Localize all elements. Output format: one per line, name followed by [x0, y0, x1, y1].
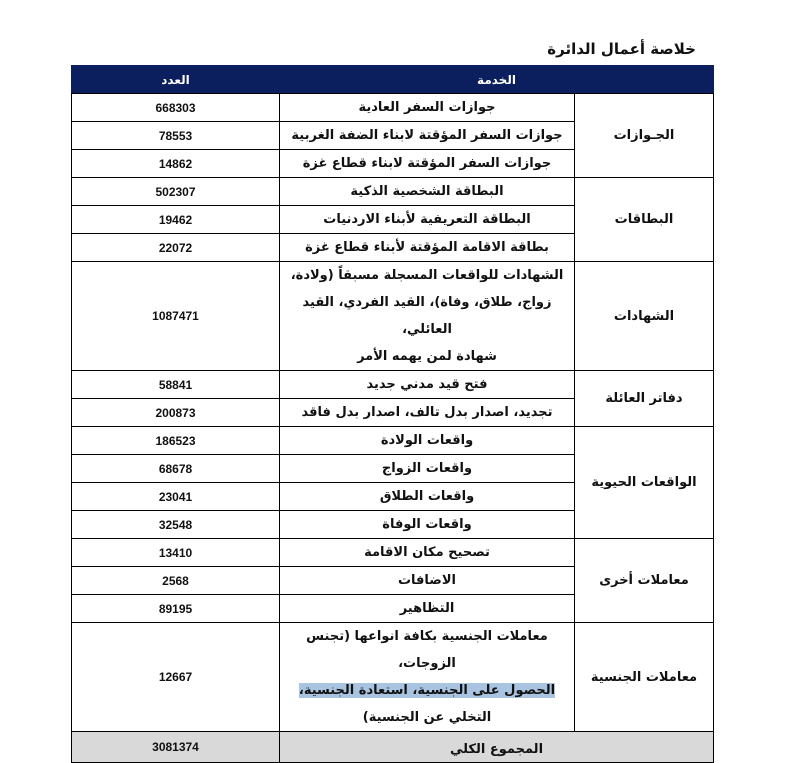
count-cell: 1087471 [72, 262, 280, 371]
total-label: المجموع الكلي [280, 732, 714, 763]
count-cell: 68678 [72, 455, 280, 483]
service-cell: جوازات السفر المؤقتة لابناء الضفة الغربية [280, 122, 575, 150]
count-cell: 186523 [72, 427, 280, 455]
table-row [72, 623, 714, 732]
count-cell: 668303 [72, 94, 280, 122]
service-cell: جوازات السفر المؤقتة لابناء قطاع غزة [280, 150, 575, 178]
service-cell: جوازات السفر العادية [280, 94, 575, 122]
service-cell [280, 262, 575, 371]
category-cell: معاملات الجنسية [575, 623, 714, 732]
service-cell: التظاهير [280, 595, 575, 623]
count-cell: 89195 [72, 595, 280, 623]
count-cell: 12667 [72, 623, 280, 732]
count-cell: 200873 [72, 399, 280, 427]
summary-table [71, 65, 714, 763]
service-cell: تصحيح مكان الاقامة [280, 539, 575, 567]
service-cell: فتح قيد مدني جديد [280, 371, 575, 399]
category-cell: الشهادات [575, 262, 714, 371]
service-line-text: الشهادات للواقعات المسجلة مسبقاً (ولادة، [290, 268, 564, 283]
category-cell: البطاقات [575, 178, 714, 262]
service-cell: الاضافات [280, 567, 575, 595]
count-cell: 78553 [72, 122, 280, 150]
table-row [72, 178, 714, 206]
service-cell: واقعات الولادة [280, 427, 575, 455]
column-header-count: العدد [72, 66, 280, 94]
count-cell: 22072 [72, 234, 280, 262]
count-cell: 23041 [72, 483, 280, 511]
service-line-text: معاملات الجنسية بكافة انواعها (تجنس الزوجات، [306, 629, 548, 671]
service-cell [280, 623, 575, 732]
table-row [72, 94, 714, 122]
count-cell: 13410 [72, 539, 280, 567]
table-row [72, 539, 714, 567]
service-line-text: شهادة لمن يهمه الأمر [357, 349, 497, 364]
service-line [286, 262, 568, 289]
count-cell: 14862 [72, 150, 280, 178]
count-cell: 2568 [72, 567, 280, 595]
service-line-text: التخلي عن الجنسية) [362, 710, 492, 725]
service-line [286, 343, 568, 370]
table-row [72, 427, 714, 455]
count-cell: 502307 [72, 178, 280, 206]
table-row [72, 371, 714, 399]
service-cell: واقعات الوفاة [280, 511, 575, 539]
category-cell: دفاتر العائلة [575, 371, 714, 427]
service-cell: بطاقة الاقامة المؤقتة لأبناء قطاع غزة [280, 234, 575, 262]
count-cell: 58841 [72, 371, 280, 399]
service-cell: البطاقة الشخصية الذكية [280, 178, 575, 206]
service-line [286, 289, 568, 343]
service-line-text: زواج، طلاق، وفاة)، القيد الفردي، القيد العائلي، [302, 295, 552, 337]
service-line-text: الحصول على الجنسية، استعادة الجنسية، [298, 683, 556, 698]
category-cell: معاملات أخرى [575, 539, 714, 623]
category-cell: الواقعات الحيوية [575, 427, 714, 539]
service-line [286, 677, 568, 704]
table-row [72, 262, 714, 371]
service-cell: واقعات الزواج [280, 455, 575, 483]
service-cell: واقعات الطلاق [280, 483, 575, 511]
service-line [286, 623, 568, 677]
table-header-row [72, 66, 714, 94]
service-cell: تجديد، اصدار بدل تالف، اصدار بدل فاقد [280, 399, 575, 427]
count-cell: 19462 [72, 206, 280, 234]
page-title: خلاصة أعمال الدائرة [547, 40, 696, 58]
table-body [72, 94, 714, 763]
total-row [72, 732, 714, 763]
count-cell: 32548 [72, 511, 280, 539]
category-cell: الجـوازات [575, 94, 714, 178]
service-line [286, 704, 568, 731]
total-count: 3081374 [72, 732, 280, 763]
column-header-service: الخدمة [280, 66, 714, 94]
service-cell: البطاقة التعريفية لأبناء الاردنيات [280, 206, 575, 234]
